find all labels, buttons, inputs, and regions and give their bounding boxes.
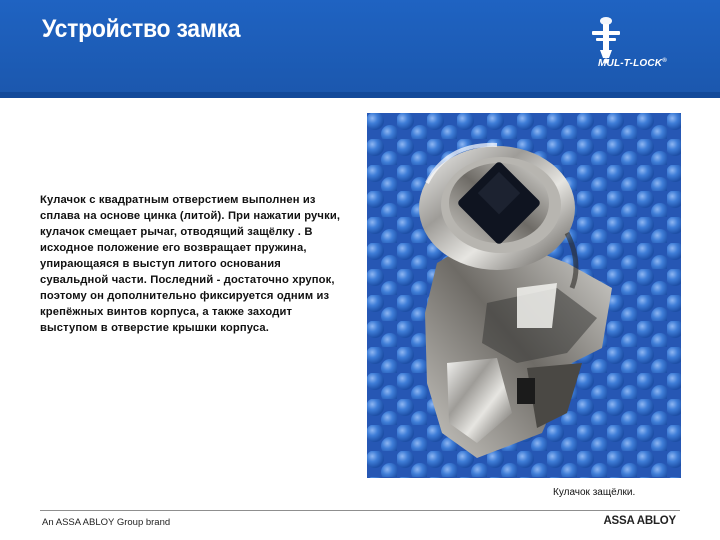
slide-title: Устройство замка: [42, 15, 241, 43]
cam-photo-image: [367, 113, 681, 478]
logo-text: MUL-T-LOCK: [598, 58, 663, 69]
group-brand-text: An ASSA ABLOY Group brand: [42, 517, 171, 528]
logo-registered-mark: ®: [662, 58, 667, 64]
mul-t-lock-key-icon: [584, 14, 628, 64]
logo-wordmark: [598, 58, 667, 69]
mul-t-lock-logo: [584, 14, 702, 76]
footer-divider: [40, 510, 680, 511]
cam-description: Кулачок с квадратным отверстием выполнен из сплава на основе цинка (литой). При нажатии ручки, кулачок смещает рычаг, отводящий защёлку . В исходное положение его возвращает пружина, упирающаяся в выступ литого основания сувальдной части. Последний - достаточно хрупок, поэтому он дополнительно фиксируется одним из крепёжных винтов корпуса, а также заходит выступом в отверстие крышки корпуса.: [40, 194, 341, 335]
cam-photo: [367, 113, 681, 478]
header-accent-bar: [0, 92, 720, 98]
assa-abloy-logo: ASSA ABLOY: [603, 515, 676, 527]
slide-header: [0, 0, 720, 98]
photo-caption: Кулачок защёлки.: [553, 487, 636, 498]
